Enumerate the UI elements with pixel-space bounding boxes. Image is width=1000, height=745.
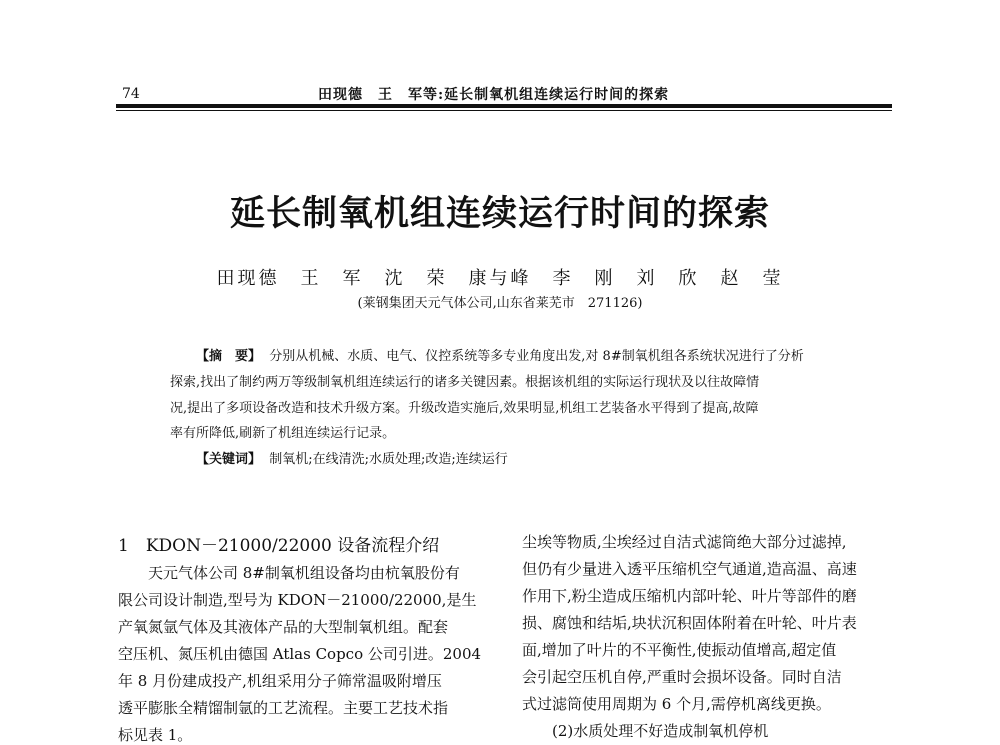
abstract-line xyxy=(196,345,804,364)
section-heading: 1 KDON－21000/22000 设备流程介绍 xyxy=(118,536,440,556)
body-right-line: 尘埃等物质,尘埃经过自洁式滤筒绝大部分过滤掉, xyxy=(522,533,847,551)
body-right-subheading: (2)水质处理不好造成制氧机停机 xyxy=(552,722,769,740)
keywords xyxy=(196,448,508,467)
keywords-text: 制氧机;在线清洗;水质处理;改造;连续运行 xyxy=(269,452,508,467)
abstract-line: 探索,找出了制约两万等级制氧机组连续运行的诸多关键因素。根据该机组的实际运行现状及以往故障情 xyxy=(170,375,760,390)
body-left-line: 年 8 月份建成投产,机组采用分子筛常温吸附增压 xyxy=(118,672,442,690)
body-right-line: 作用下,粉尘造成压缩机内部叶轮、叶片等部件的磨 xyxy=(522,587,857,605)
header-rule-thick xyxy=(116,104,892,108)
body-left-line: 产氧氮氩气体及其液体产品的大型制氧机组。配套 xyxy=(118,618,449,636)
body-right-line: 损、腐蚀和结垢,块状沉积固体附着在叶轮、叶片表 xyxy=(522,614,857,632)
abstract-text: 分别从机械、水质、电气、仪控系统等多专业角度出发,对 8#制氧机组各系统状况进行了分析 xyxy=(269,349,804,364)
affiliation: (莱钢集团天元气体公司,山东省莱芜市 271126) xyxy=(357,296,643,311)
abstract-label: 【摘 要】 xyxy=(196,349,262,364)
header-rule-thin xyxy=(116,110,892,111)
body-left-line: 限公司设计制造,型号为 KDON－21000/22000,是生 xyxy=(118,591,477,609)
running-header: 田现德 王 军等:延长制氧机组连续运行时间的探索 xyxy=(318,87,670,103)
body-left-line: 空压机、氮压机由德国 Atlas Copco 公司引进。2004 xyxy=(118,645,482,663)
body-left-line: 透平膨胀全精馏制氩的工艺流程。主要工艺技术指 xyxy=(118,699,449,717)
author-list: 田现德 王 军 沈 荣 康与峰 李 刚 刘 欣 赵 莹 xyxy=(216,268,784,289)
body-right-line: 但仍有少量进入透平压缩机空气通道,造高温、高速 xyxy=(522,560,857,578)
article-title: 延长制氧机组连续运行时间的探索 xyxy=(229,193,770,234)
body-right-line: 面,增加了叶片的不平衡性,使振动值增高,超定值 xyxy=(522,641,837,659)
body-right-line: 式过滤筒使用周期为 6 个月,需停机离线更换。 xyxy=(522,695,831,713)
abstract-line: 况,提出了多项设备改造和技术升级方案。升级改造实施后,效果明显,机组工艺装备水平得到了提高,故障 xyxy=(170,401,759,416)
abstract-line: 率有所降低,刷新了机组连续运行记录。 xyxy=(170,426,396,441)
page-number: 74 xyxy=(122,86,140,102)
body-left-line: 天元气体公司 8#制氧机组设备均由杭氧股份有 xyxy=(148,564,460,582)
body-left-line: 标见表 1。 xyxy=(118,726,193,744)
body-right-line: 会引起空压机自停,严重时会损坏设备。同时自洁 xyxy=(522,668,842,686)
keywords-label: 【关键词】 xyxy=(196,452,262,467)
